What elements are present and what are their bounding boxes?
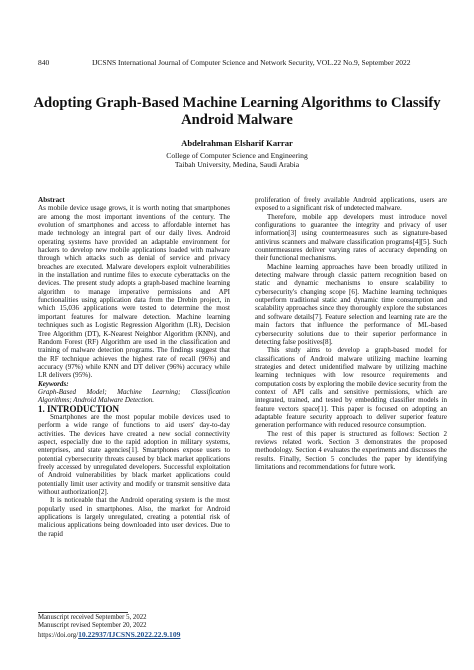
keywords-text: Graph-Based Model; Machine Learning; Classification Algorithms; Android Malware Detection. [38, 387, 230, 405]
section-heading-introduction: 1. INTRODUCTION [38, 403, 120, 414]
author-name: Abdelrahman Elsharif Karrar [181, 138, 293, 148]
doi-link[interactable]: 10.22937/IJCSNS.2022.22.9.109 [78, 630, 181, 639]
doi-line [38, 630, 180, 639]
title-line-1: Adopting Graph-Based Machine Learning Algorithms to Classify [33, 95, 441, 111]
manuscript-revised: Manuscript revised September 20, 2022 [38, 622, 147, 629]
doi-prefix: https://doi.org/ [38, 632, 79, 639]
running-header [38, 58, 436, 70]
right-paragraph-1: proliferation of freely available Android applications, users are exposed to a significant risk of undetected malware. [255, 196, 447, 213]
right-paragraph-4: This study aims to develop a graph-based model for classifications of Android malware utilizing machine learning strategies and detect unidentified malware by utilizing machine learning techniques with low resource requirements and computation costs by exploring the mobile device security from the context of API calls and sensitive permissions, which are integrated, trained, and tested by embedding classifier models in feature vectors space[1]. This paper is focused on adopting an adaptable feature security approach to deliver superior feature generation performance with reduced resource consumption. [255, 346, 447, 430]
paper-title [20, 95, 454, 129]
title-line-2: Android Malware [181, 112, 293, 128]
page-number: 840 [38, 58, 50, 67]
intro-paragraph-2: It is noticeable that the Android operating system is the most popularly used in smartphones. Also, the market for Android applications is largely unregulated, creating a potential risk of malicious applications being downloaded into user devices. Due to the rapid [38, 496, 230, 538]
affiliation-college: College of Computer Science and Engineering [166, 151, 308, 160]
footnote-divider [38, 612, 128, 613]
right-column [255, 196, 447, 471]
abstract-heading: Abstract [38, 196, 65, 204]
right-paragraph-3: Machine learning approaches have been broadly utilized in detecting malware through classic pattern recognition based on static and dynamic mechanisms to ensure scalability to cybersecurity's changing scope [6]. Machine learning techniques outperform traditional static and dynamic time consumption and scalability approaches since they thoroughly explore the substances and software details[7]. Feature selection and learning rate are the main factors that influence the performance of ML-based cybersecurity solutions due to their superior performance in detecting false positives[8]. [255, 262, 447, 346]
affiliation-university: Taibah University, Medina, Saudi Arabia [174, 160, 300, 169]
journal-name: IJCSNS International Journal of Computer Science and Network Security, VOL.22 No.9, September 2022 [92, 58, 411, 67]
intro-paragraph-1: Smartphones are the most popular mobile devices used to perform a wide range of functions to aid users' day-to-day activities. The devices have created a new social connectivity aspect, especially due to the rapid adoption in military systems, enterprises, and state agencies[1]. Smartphones expose users to potential cybersecurity threats caused by black market applications freely accessed by unregulated developers. Successful exploitation of Android vulnerabilities by black market applications could potentially limit user activity and modify or transmit sensitive data without authorization[2]. [38, 412, 230, 497]
manuscript-received: Manuscript received September 5, 2022 [38, 614, 147, 621]
left-column [38, 196, 230, 538]
keywords-heading: Keywords: [38, 379, 69, 388]
abstract-text: As mobile device usage grows, it is worth noting that smartphones are among the most important inventions of the century. The evolution of smartphones and access to affordable internet has made technology an integral part of our daily lives. Android operating systems have provided an adaptable environment for hackers to develop new mobile applications loaded with malware through which attacks such as denial of service and privacy breaches are executed. Malware developers exploit vulnerabilities in the installation and runtime files to execute cyberattacks on the devices. The present study adopts a graph-based machine learning algorithm to manage imperative permissions and API functionalities using application data from the Drebin project, in which 15,036 applications were tested to determine the most important features for malware detection. Machine learning techniques such as Logistic Regression Algorithm (LR), Decision Tree Algorithm (DT), K-Nearest Neighbor Algorithm (KNN), and Random Forest (RF) Algorithm are used in the classification and training of malware detection programs. The findings suggest that the RF technique achieves the highest rate of recall (96%) and accuracy (97%) while KNN and DT deliver (96%) accuracy while LR delivers (95%). [38, 204, 230, 380]
right-paragraph-5: The rest of this paper is structured as follows: Section 2 reviews related work. Section 3 demonstrates the proposed methodology. Section 4 evaluates the experiments and discusses the results. Finally, Section 5 concludes the paper by identifying limitations and recommendations for future work. [255, 429, 447, 471]
right-paragraph-2: Therefore, mobile app developers must introduce novel configurations to guarantee the integrity and privacy of user information[3] using countermeasures such as signature-based antivirus scanners and malware classification programs[4][5]. Such countermeasures deliver varying rates of accuracy depending on their functional mechanisms. [255, 212, 447, 263]
